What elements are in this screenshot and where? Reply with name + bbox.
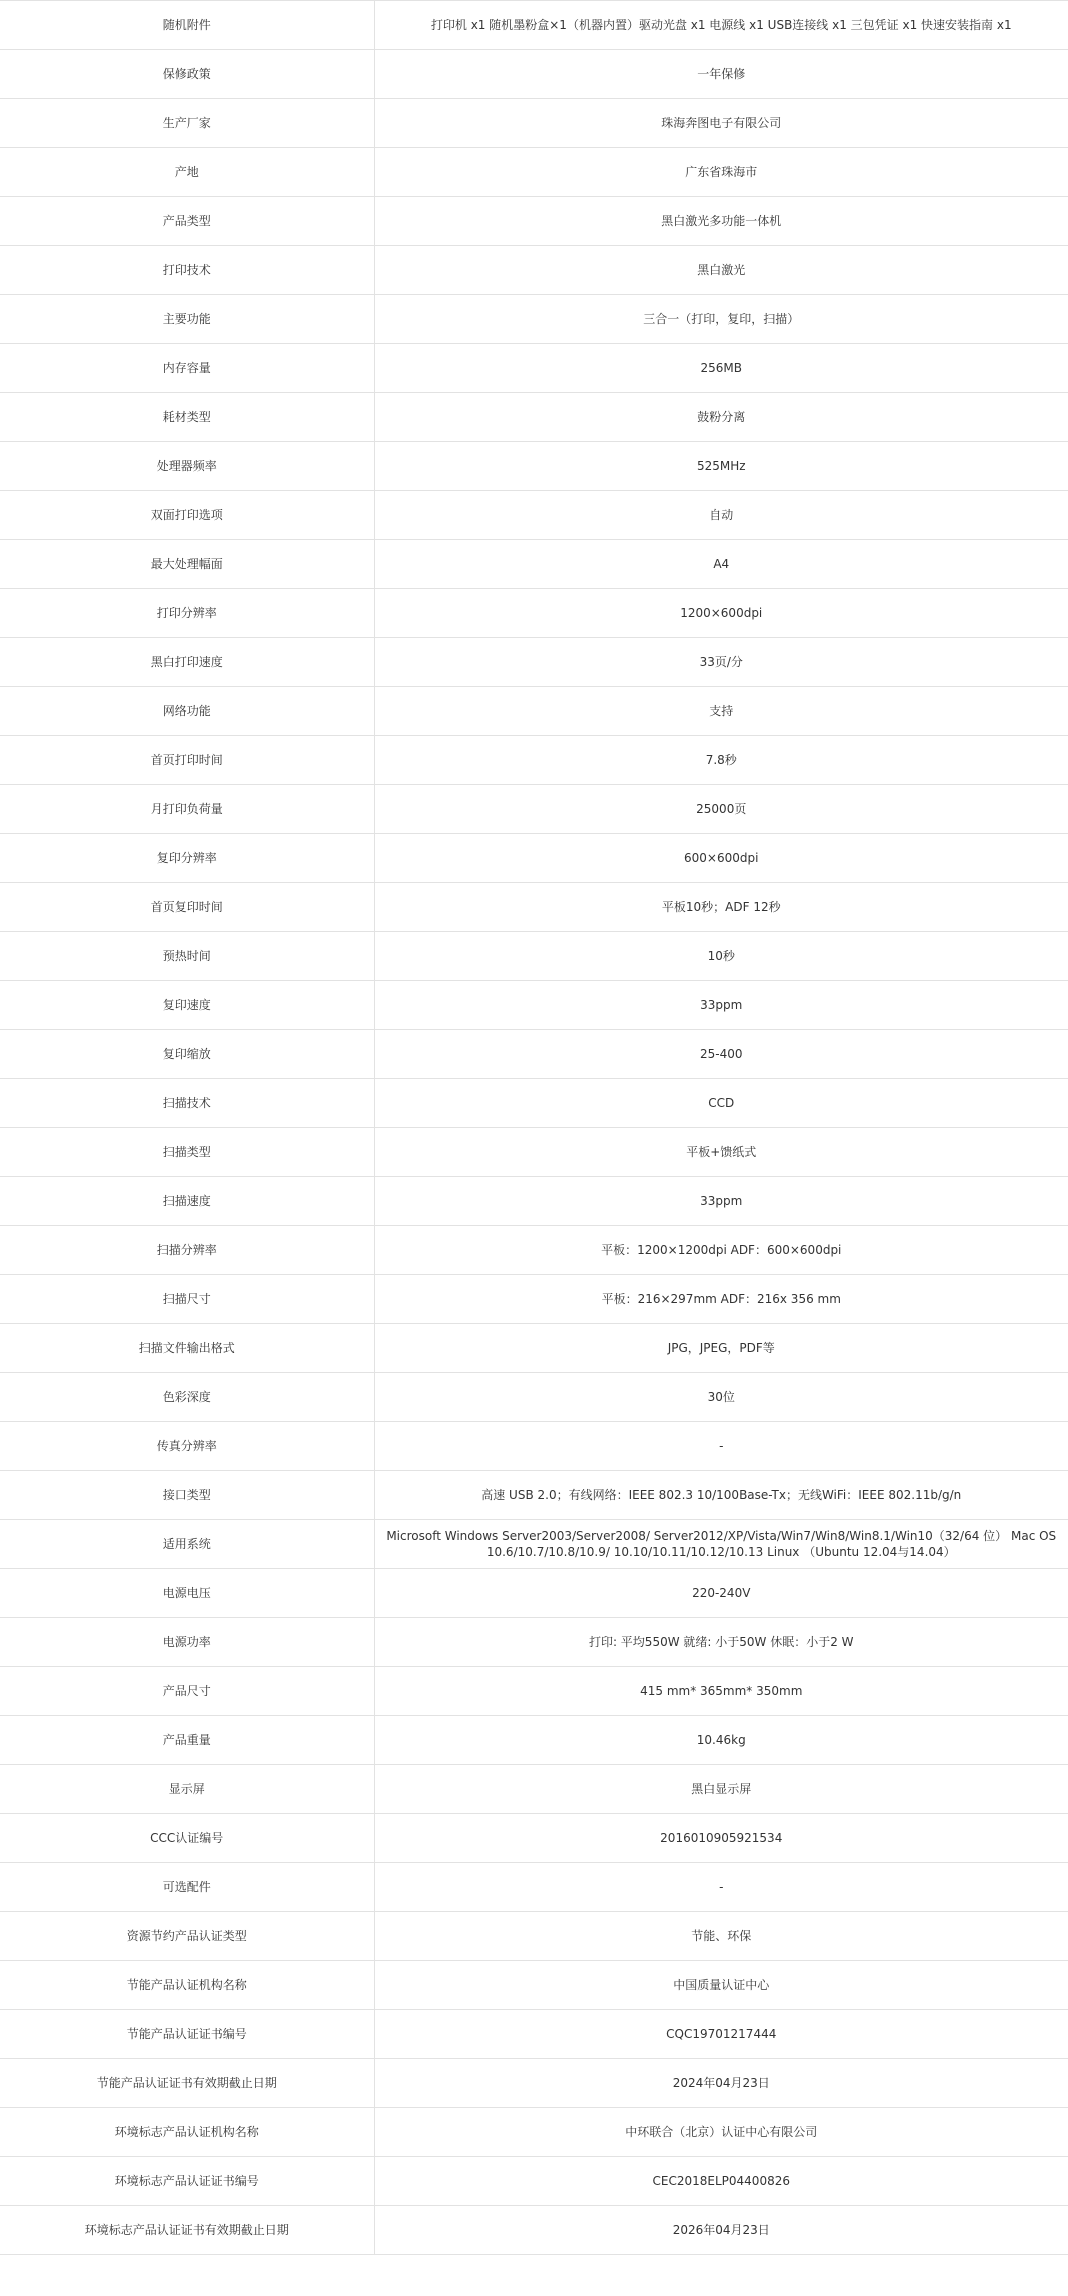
spec-label: 接口类型 [0, 1471, 374, 1520]
spec-label: 月打印负荷量 [0, 785, 374, 834]
spec-value: A4 [374, 540, 1068, 589]
spec-row [0, 1716, 1068, 1765]
spec-row [0, 1, 1068, 50]
spec-label: 节能产品认证机构名称 [0, 1961, 374, 2010]
spec-value: Microsoft Windows Server2003/Server2008/ Server2012/XP/Vista/Win7/Win8/Win8.1/Win10（32/64 位） Mac OS 10.6/10.7/10.8/10.9/ 10.10/10.11/10.12/10.13 Linux （Ubuntu 12.04与14.04） [374, 1520, 1068, 1569]
spec-label: 产地 [0, 148, 374, 197]
spec-value: 打印: 平均550W 就绪: 小于50W 休眠：小于2 W [374, 1618, 1068, 1667]
spec-label: 产品类型 [0, 197, 374, 246]
spec-row [0, 1569, 1068, 1618]
spec-label: 处理器频率 [0, 442, 374, 491]
spec-row [0, 295, 1068, 344]
spec-row [0, 1520, 1068, 1569]
spec-row [0, 1765, 1068, 1814]
spec-value: CEC2018ELP04400826 [374, 2157, 1068, 2206]
spec-row [0, 638, 1068, 687]
spec-label: 扫描类型 [0, 1128, 374, 1177]
spec-row [0, 1226, 1068, 1275]
spec-value: 三合一（打印，复印，扫描） [374, 295, 1068, 344]
spec-row [0, 1912, 1068, 1961]
spec-table-body [0, 1, 1068, 2255]
spec-value: 珠海奔图电子有限公司 [374, 99, 1068, 148]
spec-label: CCC认证编号 [0, 1814, 374, 1863]
spec-row [0, 197, 1068, 246]
spec-label: 预热时间 [0, 932, 374, 981]
spec-row [0, 1814, 1068, 1863]
spec-label: 环境标志产品认证证书编号 [0, 2157, 374, 2206]
spec-label: 随机附件 [0, 1, 374, 50]
spec-value: CQC19701217444 [374, 2010, 1068, 2059]
spec-label: 双面打印选项 [0, 491, 374, 540]
spec-value: 1200×600dpi [374, 589, 1068, 638]
spec-row [0, 246, 1068, 295]
spec-row [0, 932, 1068, 981]
spec-label: 扫描技术 [0, 1079, 374, 1128]
spec-label: 保修政策 [0, 50, 374, 99]
spec-label: 色彩深度 [0, 1373, 374, 1422]
spec-value: 一年保修 [374, 50, 1068, 99]
spec-value: 打印机 x1 随机墨粉盒×1（机器内置）驱动光盘 x1 电源线 x1 USB连接线 x1 三包凭证 x1 快速安装指南 x1 [374, 1, 1068, 50]
spec-label: 电源电压 [0, 1569, 374, 1618]
spec-row [0, 1618, 1068, 1667]
spec-label: 网络功能 [0, 687, 374, 736]
spec-value: 25000页 [374, 785, 1068, 834]
spec-label: 扫描分辨率 [0, 1226, 374, 1275]
spec-row [0, 785, 1068, 834]
spec-value: 平板+馈纸式 [374, 1128, 1068, 1177]
spec-row [0, 99, 1068, 148]
spec-row [0, 1373, 1068, 1422]
spec-label: 可选配件 [0, 1863, 374, 1912]
spec-label: 显示屏 [0, 1765, 374, 1814]
spec-row [0, 1863, 1068, 1912]
spec-label: 适用系统 [0, 1520, 374, 1569]
spec-value: 25-400 [374, 1030, 1068, 1079]
spec-row [0, 540, 1068, 589]
spec-value: 平板10秒；ADF 12秒 [374, 883, 1068, 932]
spec-row [0, 1667, 1068, 1716]
spec-row [0, 981, 1068, 1030]
spec-value: - [374, 1863, 1068, 1912]
spec-label: 打印技术 [0, 246, 374, 295]
spec-row [0, 1961, 1068, 2010]
spec-value: 自动 [374, 491, 1068, 540]
spec-label: 主要功能 [0, 295, 374, 344]
spec-value: 2026年04月23日 [374, 2206, 1068, 2255]
spec-row [0, 2157, 1068, 2206]
spec-row [0, 2059, 1068, 2108]
spec-row [0, 1079, 1068, 1128]
spec-value: 黑白激光多功能一体机 [374, 197, 1068, 246]
spec-value: 33页/分 [374, 638, 1068, 687]
spec-value: 415 mm* 365mm* 350mm [374, 1667, 1068, 1716]
spec-label: 扫描尺寸 [0, 1275, 374, 1324]
spec-row [0, 1177, 1068, 1226]
spec-row [0, 442, 1068, 491]
spec-value: 高速 USB 2.0；有线网络：IEEE 802.3 10/100Base-Tx；无线WiFi：IEEE 802.11b/g/n [374, 1471, 1068, 1520]
spec-row [0, 1422, 1068, 1471]
spec-label: 打印分辨率 [0, 589, 374, 638]
spec-label: 内存容量 [0, 344, 374, 393]
spec-value: 30位 [374, 1373, 1068, 1422]
spec-label: 耗材类型 [0, 393, 374, 442]
spec-value: 支持 [374, 687, 1068, 736]
spec-label: 环境标志产品认证机构名称 [0, 2108, 374, 2157]
spec-value: 平板：1200×1200dpi ADF：600×600dpi [374, 1226, 1068, 1275]
spec-label: 首页复印时间 [0, 883, 374, 932]
spec-value: 7.8秒 [374, 736, 1068, 785]
spec-value: 黑白激光 [374, 246, 1068, 295]
spec-label: 复印速度 [0, 981, 374, 1030]
spec-value: 33ppm [374, 1177, 1068, 1226]
spec-row [0, 589, 1068, 638]
spec-label: 黑白打印速度 [0, 638, 374, 687]
spec-value: 33ppm [374, 981, 1068, 1030]
spec-value: 600×600dpi [374, 834, 1068, 883]
spec-value: 220-240V [374, 1569, 1068, 1618]
spec-value: 256MB [374, 344, 1068, 393]
spec-row [0, 2108, 1068, 2157]
spec-value: 广东省珠海市 [374, 148, 1068, 197]
spec-row [0, 50, 1068, 99]
spec-row [0, 393, 1068, 442]
spec-row [0, 491, 1068, 540]
spec-value: 10秒 [374, 932, 1068, 981]
spec-label: 产品尺寸 [0, 1667, 374, 1716]
spec-value: 中国质量认证中心 [374, 1961, 1068, 2010]
spec-value: 525MHz [374, 442, 1068, 491]
spec-label: 扫描文件输出格式 [0, 1324, 374, 1373]
spec-row [0, 834, 1068, 883]
spec-label: 产品重量 [0, 1716, 374, 1765]
spec-label: 环境标志产品认证证书有效期截止日期 [0, 2206, 374, 2255]
spec-label: 复印缩放 [0, 1030, 374, 1079]
spec-label: 传真分辨率 [0, 1422, 374, 1471]
spec-label: 节能产品认证证书编号 [0, 2010, 374, 2059]
spec-label: 电源功率 [0, 1618, 374, 1667]
spec-row [0, 344, 1068, 393]
spec-label: 资源节约产品认证类型 [0, 1912, 374, 1961]
spec-row [0, 883, 1068, 932]
spec-row [0, 1128, 1068, 1177]
spec-row [0, 736, 1068, 785]
spec-value: 10.46kg [374, 1716, 1068, 1765]
spec-row [0, 1030, 1068, 1079]
spec-value: 黑白显示屏 [374, 1765, 1068, 1814]
spec-value: 2024年04月23日 [374, 2059, 1068, 2108]
spec-value: 中环联合（北京）认证中心有限公司 [374, 2108, 1068, 2157]
spec-row [0, 148, 1068, 197]
spec-value: - [374, 1422, 1068, 1471]
spec-value: 平板：216×297mm ADF：216x 356 mm [374, 1275, 1068, 1324]
spec-label: 节能产品认证证书有效期截止日期 [0, 2059, 374, 2108]
spec-label: 扫描速度 [0, 1177, 374, 1226]
spec-row [0, 1471, 1068, 1520]
spec-row [0, 2206, 1068, 2255]
spec-value: 节能、环保 [374, 1912, 1068, 1961]
spec-row [0, 687, 1068, 736]
spec-row [0, 1324, 1068, 1373]
spec-row [0, 2010, 1068, 2059]
spec-value: 2016010905921534 [374, 1814, 1068, 1863]
spec-label: 生产厂家 [0, 99, 374, 148]
spec-value: CCD [374, 1079, 1068, 1128]
spec-row [0, 1275, 1068, 1324]
spec-value: JPG，JPEG，PDF等 [374, 1324, 1068, 1373]
spec-label: 首页打印时间 [0, 736, 374, 785]
spec-label: 复印分辨率 [0, 834, 374, 883]
spec-value: 鼓粉分离 [374, 393, 1068, 442]
spec-label: 最大处理幅面 [0, 540, 374, 589]
